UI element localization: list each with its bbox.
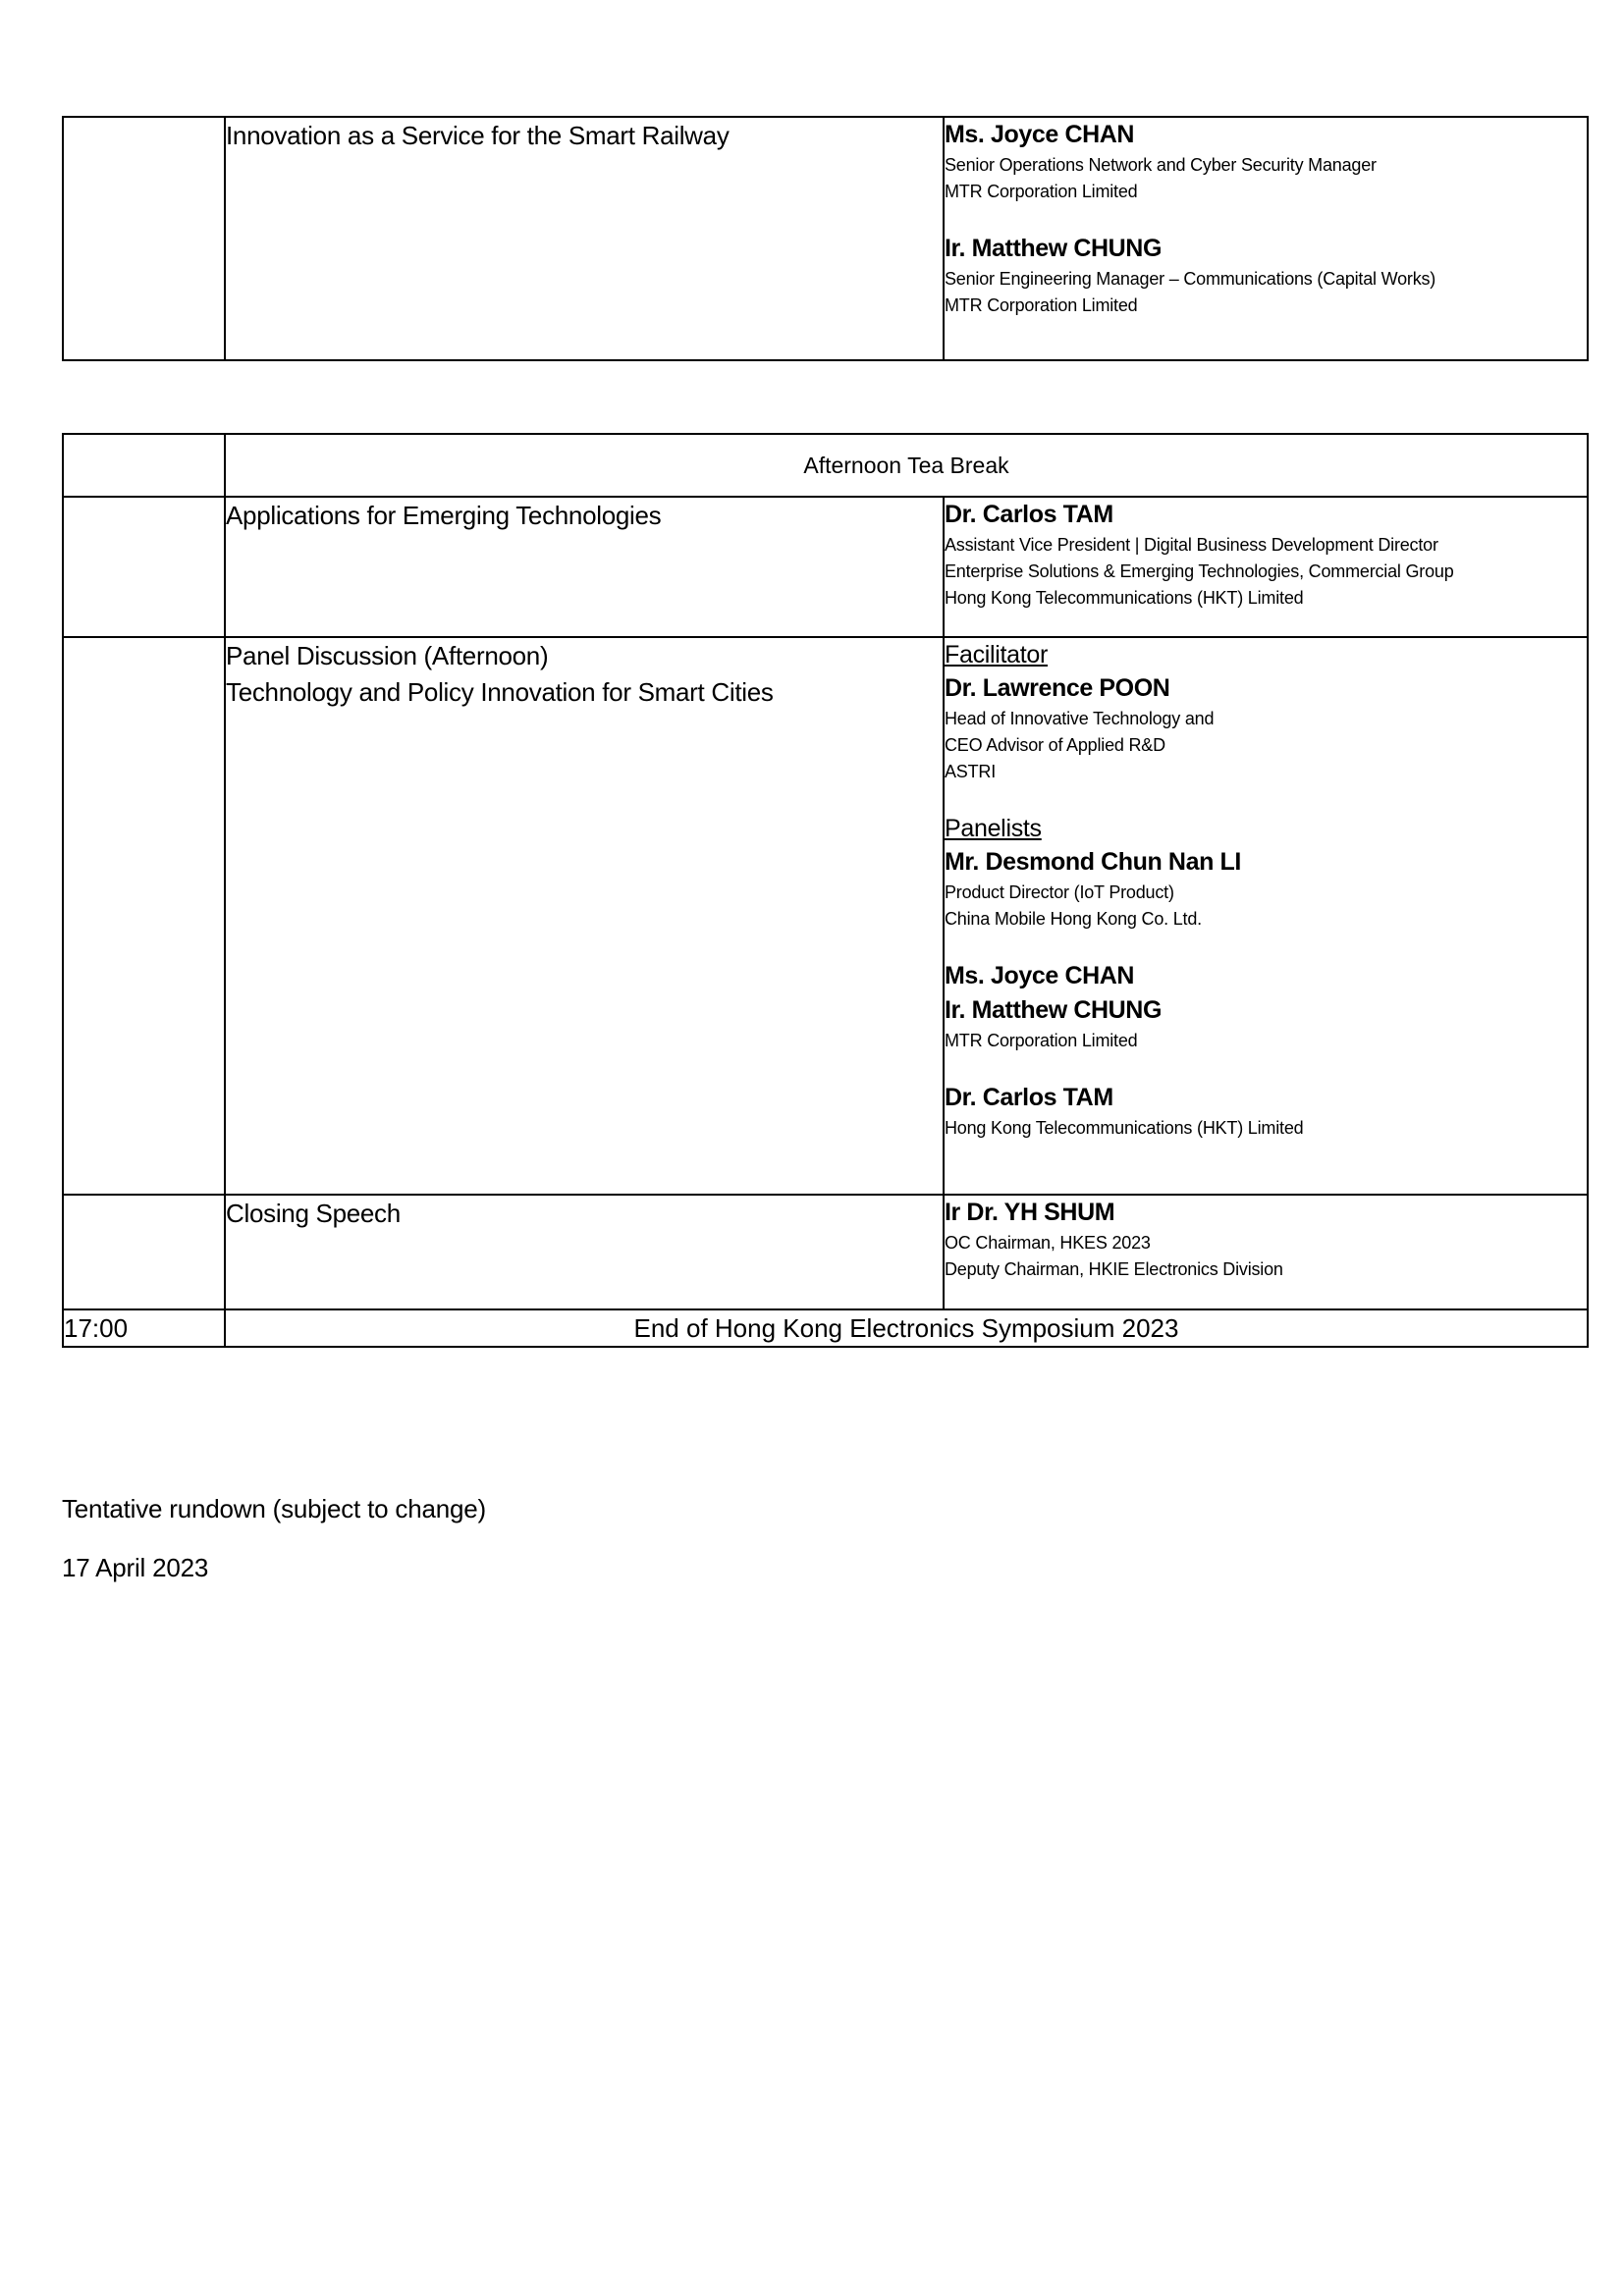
speaker-dept: Enterprise Solutions & Emerging Technologies, Commercial Group bbox=[945, 561, 1454, 581]
table-row-smart-railway bbox=[63, 117, 1588, 360]
speaker-title: Senior Engineering Manager – Communications (Capital Works) bbox=[945, 269, 1436, 289]
speaker-name: Dr. Carlos TAM bbox=[945, 501, 1113, 528]
table-row-tea-break bbox=[63, 434, 1588, 497]
speaker-name: Ir Dr. YH SHUM bbox=[945, 1199, 1115, 1226]
speaker-org: MTR Corporation Limited bbox=[945, 182, 1138, 201]
topic-title: Closing Speech bbox=[226, 1199, 401, 1228]
document-date: 17 April 2023 bbox=[62, 1553, 209, 1582]
panelists-label: Panelists bbox=[945, 815, 1042, 842]
speaker-org: Hong Kong Telecommunications (HKT) Limited bbox=[945, 1118, 1304, 1138]
topic-title: Applications for Emerging Technologies bbox=[226, 501, 662, 530]
speaker-title: Deputy Chairman, HKIE Electronics Division bbox=[945, 1259, 1283, 1279]
speaker-cell bbox=[944, 1195, 1588, 1309]
speaker-org: Hong Kong Telecommunications (HKT) Limited bbox=[945, 588, 1304, 608]
speaker-name: Mr. Desmond Chun Nan LI bbox=[945, 848, 1241, 876]
tea-break-label: Afternoon Tea Break bbox=[225, 434, 1588, 497]
topic-title: Innovation as a Service for the Smart Railway bbox=[226, 121, 730, 150]
speaker-name: Ir. Matthew CHUNG bbox=[945, 996, 1162, 1024]
end-label: End of Hong Kong Electronics Symposium 2023 bbox=[225, 1309, 1588, 1347]
table-row-panel-discussion bbox=[63, 637, 1588, 1195]
speaker-org: ASTRI bbox=[945, 762, 997, 781]
time-cell bbox=[63, 637, 225, 1195]
rundown-table-top bbox=[62, 116, 1589, 361]
topic-title: Panel Discussion (Afternoon) bbox=[226, 641, 549, 670]
time-cell bbox=[63, 117, 225, 360]
rundown-table-afternoon bbox=[62, 433, 1589, 1348]
time-cell bbox=[63, 497, 225, 637]
speaker-name: Ir. Matthew CHUNG bbox=[945, 235, 1162, 262]
table-row-closing-speech bbox=[63, 1195, 1588, 1309]
topic-subtitle: Technology and Policy Innovation for Smart Cities bbox=[226, 677, 774, 707]
facilitator-label: Facilitator bbox=[945, 641, 1049, 668]
speaker-title: Product Director (IoT Product) bbox=[945, 882, 1174, 902]
topic-cell bbox=[225, 1195, 944, 1309]
speaker-title: Assistant Vice President | Digital Business Development Director bbox=[945, 535, 1438, 555]
time-cell bbox=[63, 1195, 225, 1309]
speaker-name: Dr. Lawrence POON bbox=[945, 674, 1170, 702]
speaker-cell bbox=[944, 637, 1588, 1195]
speaker-title: OC Chairman, HKES 2023 bbox=[945, 1233, 1151, 1253]
topic-cell bbox=[225, 637, 944, 1195]
end-time: 17:00 bbox=[63, 1309, 225, 1347]
speaker-org: MTR Corporation Limited bbox=[945, 1031, 1138, 1050]
topic-cell bbox=[225, 117, 944, 360]
topic-cell bbox=[225, 497, 944, 637]
speaker-name: Dr. Carlos TAM bbox=[945, 1084, 1113, 1111]
speaker-org: MTR Corporation Limited bbox=[945, 295, 1138, 315]
table-row-end bbox=[63, 1309, 1588, 1347]
table-row-emerging-tech bbox=[63, 497, 1588, 637]
time-cell bbox=[63, 434, 225, 497]
speaker-title: Head of Innovative Technology and bbox=[945, 709, 1215, 728]
speaker-title: CEO Advisor of Applied R&D bbox=[945, 735, 1165, 755]
speaker-cell bbox=[944, 497, 1588, 637]
speaker-cell bbox=[944, 117, 1588, 360]
speaker-name: Ms. Joyce CHAN bbox=[945, 121, 1135, 148]
tentative-note: Tentative rundown (subject to change) bbox=[62, 1494, 486, 1523]
speaker-title: Senior Operations Network and Cyber Security Manager bbox=[945, 155, 1377, 175]
speaker-name: Ms. Joyce CHAN bbox=[945, 962, 1135, 989]
speaker-org: China Mobile Hong Kong Co. Ltd. bbox=[945, 909, 1202, 929]
